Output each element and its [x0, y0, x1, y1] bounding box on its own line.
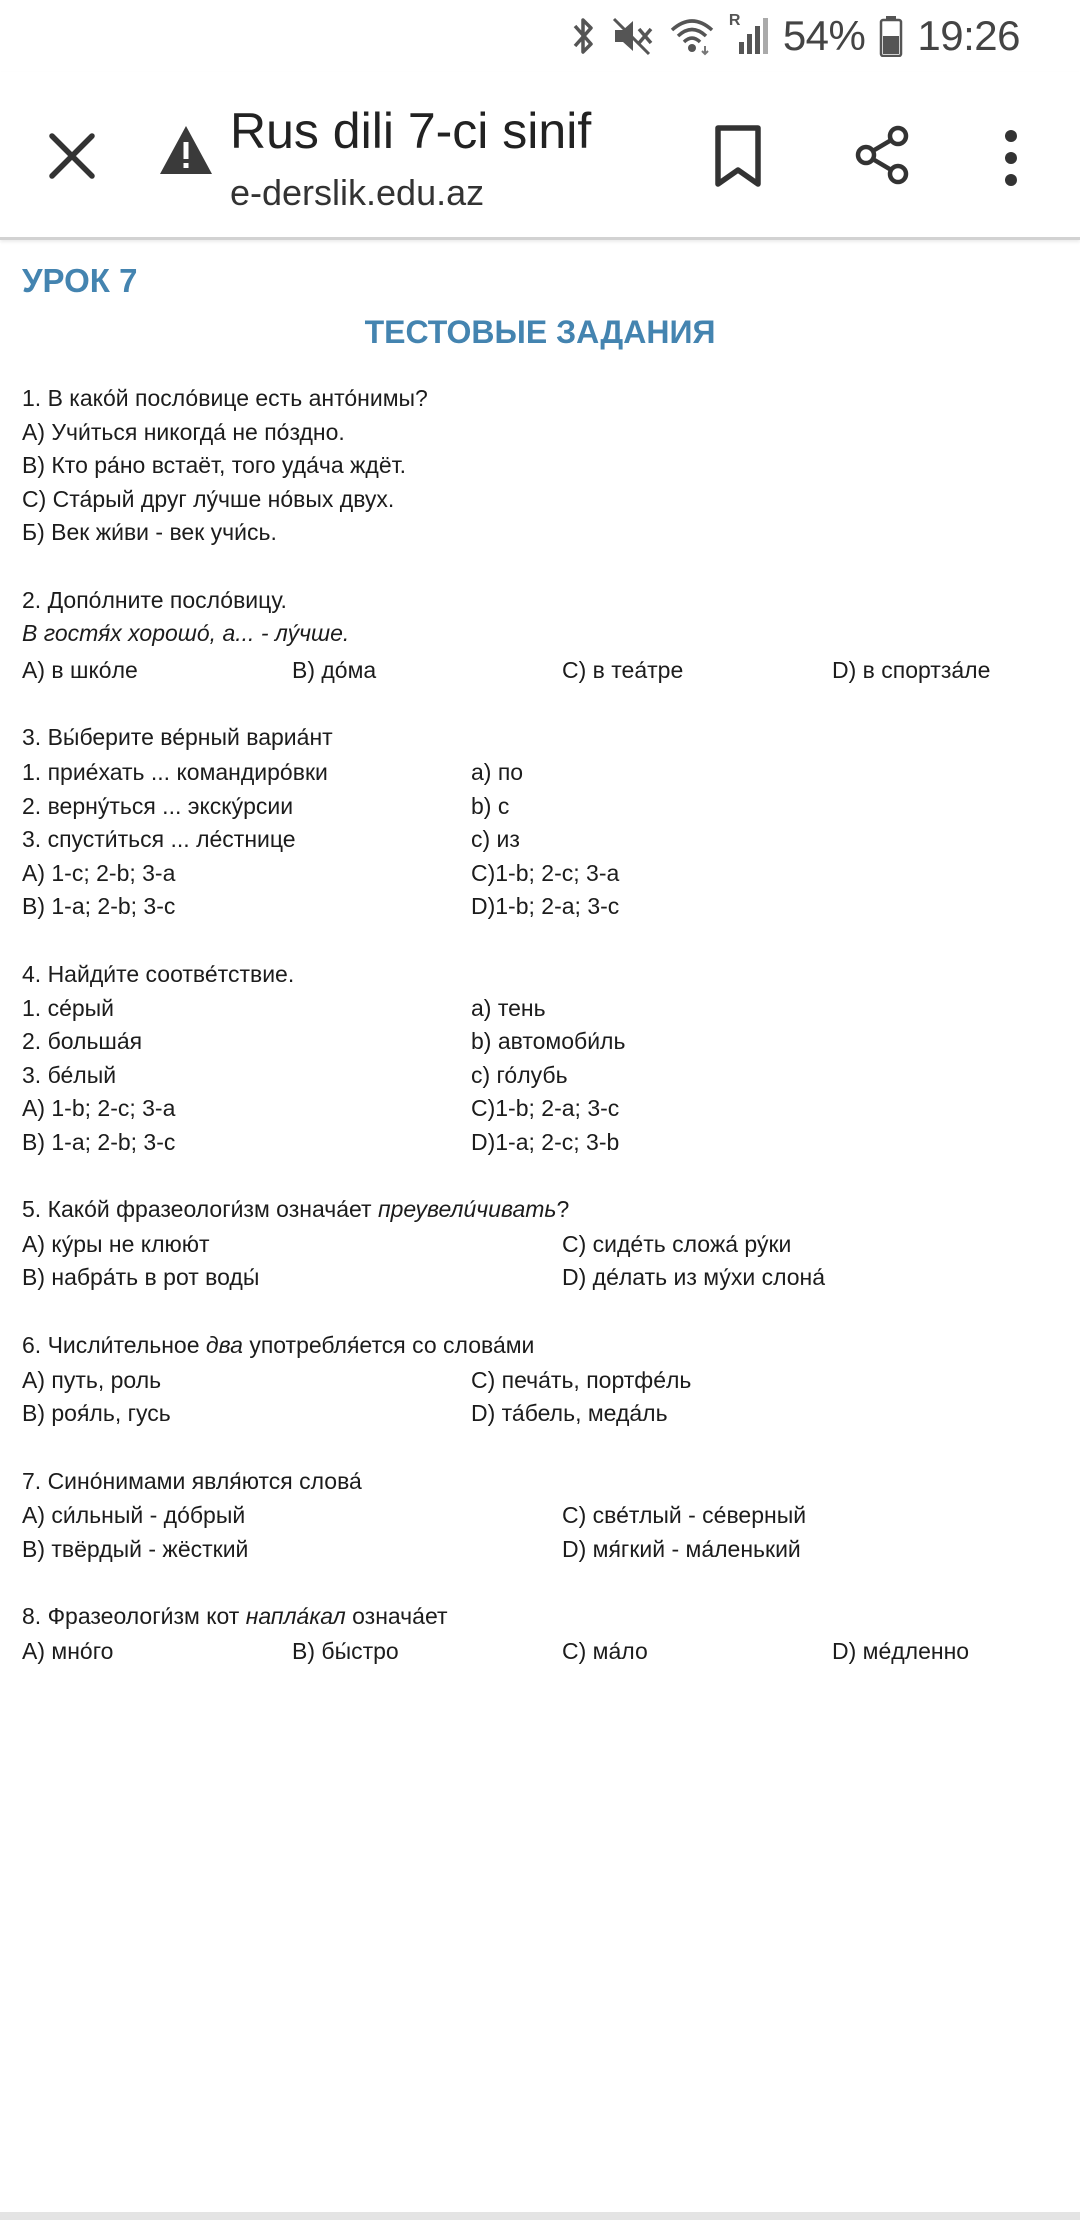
match-left-item: 3. бе́лый	[22, 1062, 117, 1088]
mute-icon	[611, 16, 655, 56]
answer-option: D) де́лать из му́хи слона́	[562, 1264, 826, 1290]
match-left-item: 2. верну́ться ... экску́рсии	[22, 793, 294, 819]
clock: 19:26	[917, 12, 1020, 59]
answer-option: C) Ста́рый друг лу́чше но́вых двух.	[22, 486, 395, 512]
answer-option: D)1-a; 2-c; 3-b	[471, 1129, 620, 1155]
bottom-edge	[0, 2212, 1080, 2220]
bluetooth-icon	[569, 16, 597, 56]
answer-option: B) бы́стро	[292, 1638, 399, 1664]
answer-option: D) ме́дленно	[832, 1638, 970, 1664]
answer-option: C) све́тлый - се́верный	[562, 1502, 807, 1528]
proverb-prompt: В гостя́х хорошо́, а... - лу́чше.	[22, 620, 350, 646]
match-right-item: b) автомоби́ль	[471, 1028, 626, 1054]
question-text: 3. Вы́берите ве́рный вариа́нт	[22, 724, 333, 750]
match-left-item: 3. спусти́ться ... ле́стнице	[22, 826, 296, 852]
answer-option: B) до́ма	[292, 657, 377, 683]
document-page	[0, 240, 1080, 2220]
question-suffix: употребля́ется со слова́ми	[249, 1332, 535, 1358]
answer-option: B) роя́ль, гусь	[22, 1400, 171, 1426]
answer-option: A) 1-c; 2-b; 3-a	[22, 860, 176, 886]
share-icon[interactable]	[852, 124, 912, 186]
answer-option: C)1-b; 2-c; 3-a	[471, 860, 620, 886]
answer-option: A) ку́ры не клюю́т	[22, 1231, 210, 1257]
answer-option: A) в шко́ле	[22, 657, 138, 683]
answer-option: C) печа́ть, портфе́ль	[471, 1367, 692, 1393]
question-text: 2. Допо́лните посло́вицу.	[22, 587, 287, 613]
answer-option: B) набра́ть в рот воды́	[22, 1264, 260, 1290]
warning-icon[interactable]	[158, 124, 214, 176]
answer-option: C) в теа́тре	[562, 657, 684, 683]
wifi-icon	[669, 16, 715, 56]
answer-option: C) сиде́ть сложа́ ру́ки	[562, 1231, 792, 1257]
question-text: 7. Сино́нимами явля́ются слова́	[22, 1468, 362, 1494]
match-right-item: a) по	[471, 759, 524, 785]
answer-option: A) си́льный - до́брый	[22, 1502, 246, 1528]
question-text: 4. Найди́те соотве́тствие.	[22, 961, 295, 987]
match-right-item: a) тень	[471, 995, 546, 1021]
answer-option: D) в спортза́ле	[832, 657, 991, 683]
question-prefix: 8. Фразеологи́зм кот	[22, 1603, 240, 1629]
match-left-item: 1. се́рый	[22, 995, 115, 1021]
question-suffix: означа́ет	[352, 1603, 448, 1629]
close-icon[interactable]	[42, 126, 102, 186]
cellular-signal-icon	[729, 16, 769, 56]
question-text: 1. В како́й посло́вице есть анто́нимы?	[22, 385, 428, 411]
app-toolbar	[0, 72, 1080, 240]
question-text	[22, 1194, 569, 1224]
match-right-item: b) с	[471, 793, 510, 819]
answer-option: A) Учи́ться никогда́ не по́здно.	[22, 419, 345, 445]
answer-option: A) 1-b; 2-c; 3-a	[22, 1095, 176, 1121]
answer-option: D) та́бель, меда́ль	[471, 1400, 668, 1426]
answer-option: C)1-b; 2-a; 3-c	[471, 1095, 620, 1121]
question-prefix: 5. Како́й фразеологи́зм означа́ет	[22, 1196, 372, 1222]
match-right-item: c) го́лубь	[471, 1062, 568, 1088]
answer-option: B) 1-a; 2-b; 3-c	[22, 1129, 176, 1155]
page-title: Rus dili 7-ci sinif	[230, 103, 592, 159]
question-text	[22, 1601, 448, 1631]
match-left-item: 2. больша́я	[22, 1028, 143, 1054]
cell-signal	[728, 12, 769, 56]
question-prefix: 6. Числи́тельное	[22, 1332, 200, 1358]
answer-option: B) 1-a; 2-b; 3-c	[22, 893, 176, 919]
section-title: ТЕСТОВЫЕ ЗАДАНИЯ	[364, 314, 716, 350]
answer-option: D) мя́гкий - ма́ленький	[562, 1536, 801, 1562]
match-right-item: c) из	[471, 826, 520, 852]
answer-option: D)1-b; 2-a; 3-c	[471, 893, 620, 919]
match-left-item: 1. прие́хать ... командиро́вки	[22, 759, 328, 785]
answer-option: C) ма́ло	[562, 1638, 648, 1664]
answer-option: A) мно́го	[22, 1638, 114, 1664]
answer-option: Б) Век жи́ви - век учи́сь.	[22, 519, 277, 545]
more-vert-icon[interactable]	[996, 128, 1026, 188]
question-keyword: два	[205, 1332, 243, 1358]
status-bar	[0, 0, 1080, 72]
question-keyword: преувели́чивать	[377, 1196, 557, 1222]
answer-option: B) твёрдый - жёсткий	[22, 1536, 249, 1562]
bookmark-icon[interactable]	[712, 124, 764, 188]
question-keyword: напла́кал	[245, 1603, 346, 1629]
battery-icon	[879, 15, 903, 57]
battery-percent: 54%	[782, 12, 866, 59]
answer-option: A) путь, роль	[22, 1367, 162, 1393]
question-suffix: ?	[556, 1196, 570, 1222]
page-url: e-derslik.edu.az	[230, 172, 485, 213]
signal-badge: R	[728, 12, 741, 29]
lesson-heading: УРОК 7	[22, 262, 138, 299]
question-text	[22, 1330, 534, 1360]
answer-option: B) Кто ра́но встаёт, того уда́ча ждёт.	[22, 452, 407, 478]
